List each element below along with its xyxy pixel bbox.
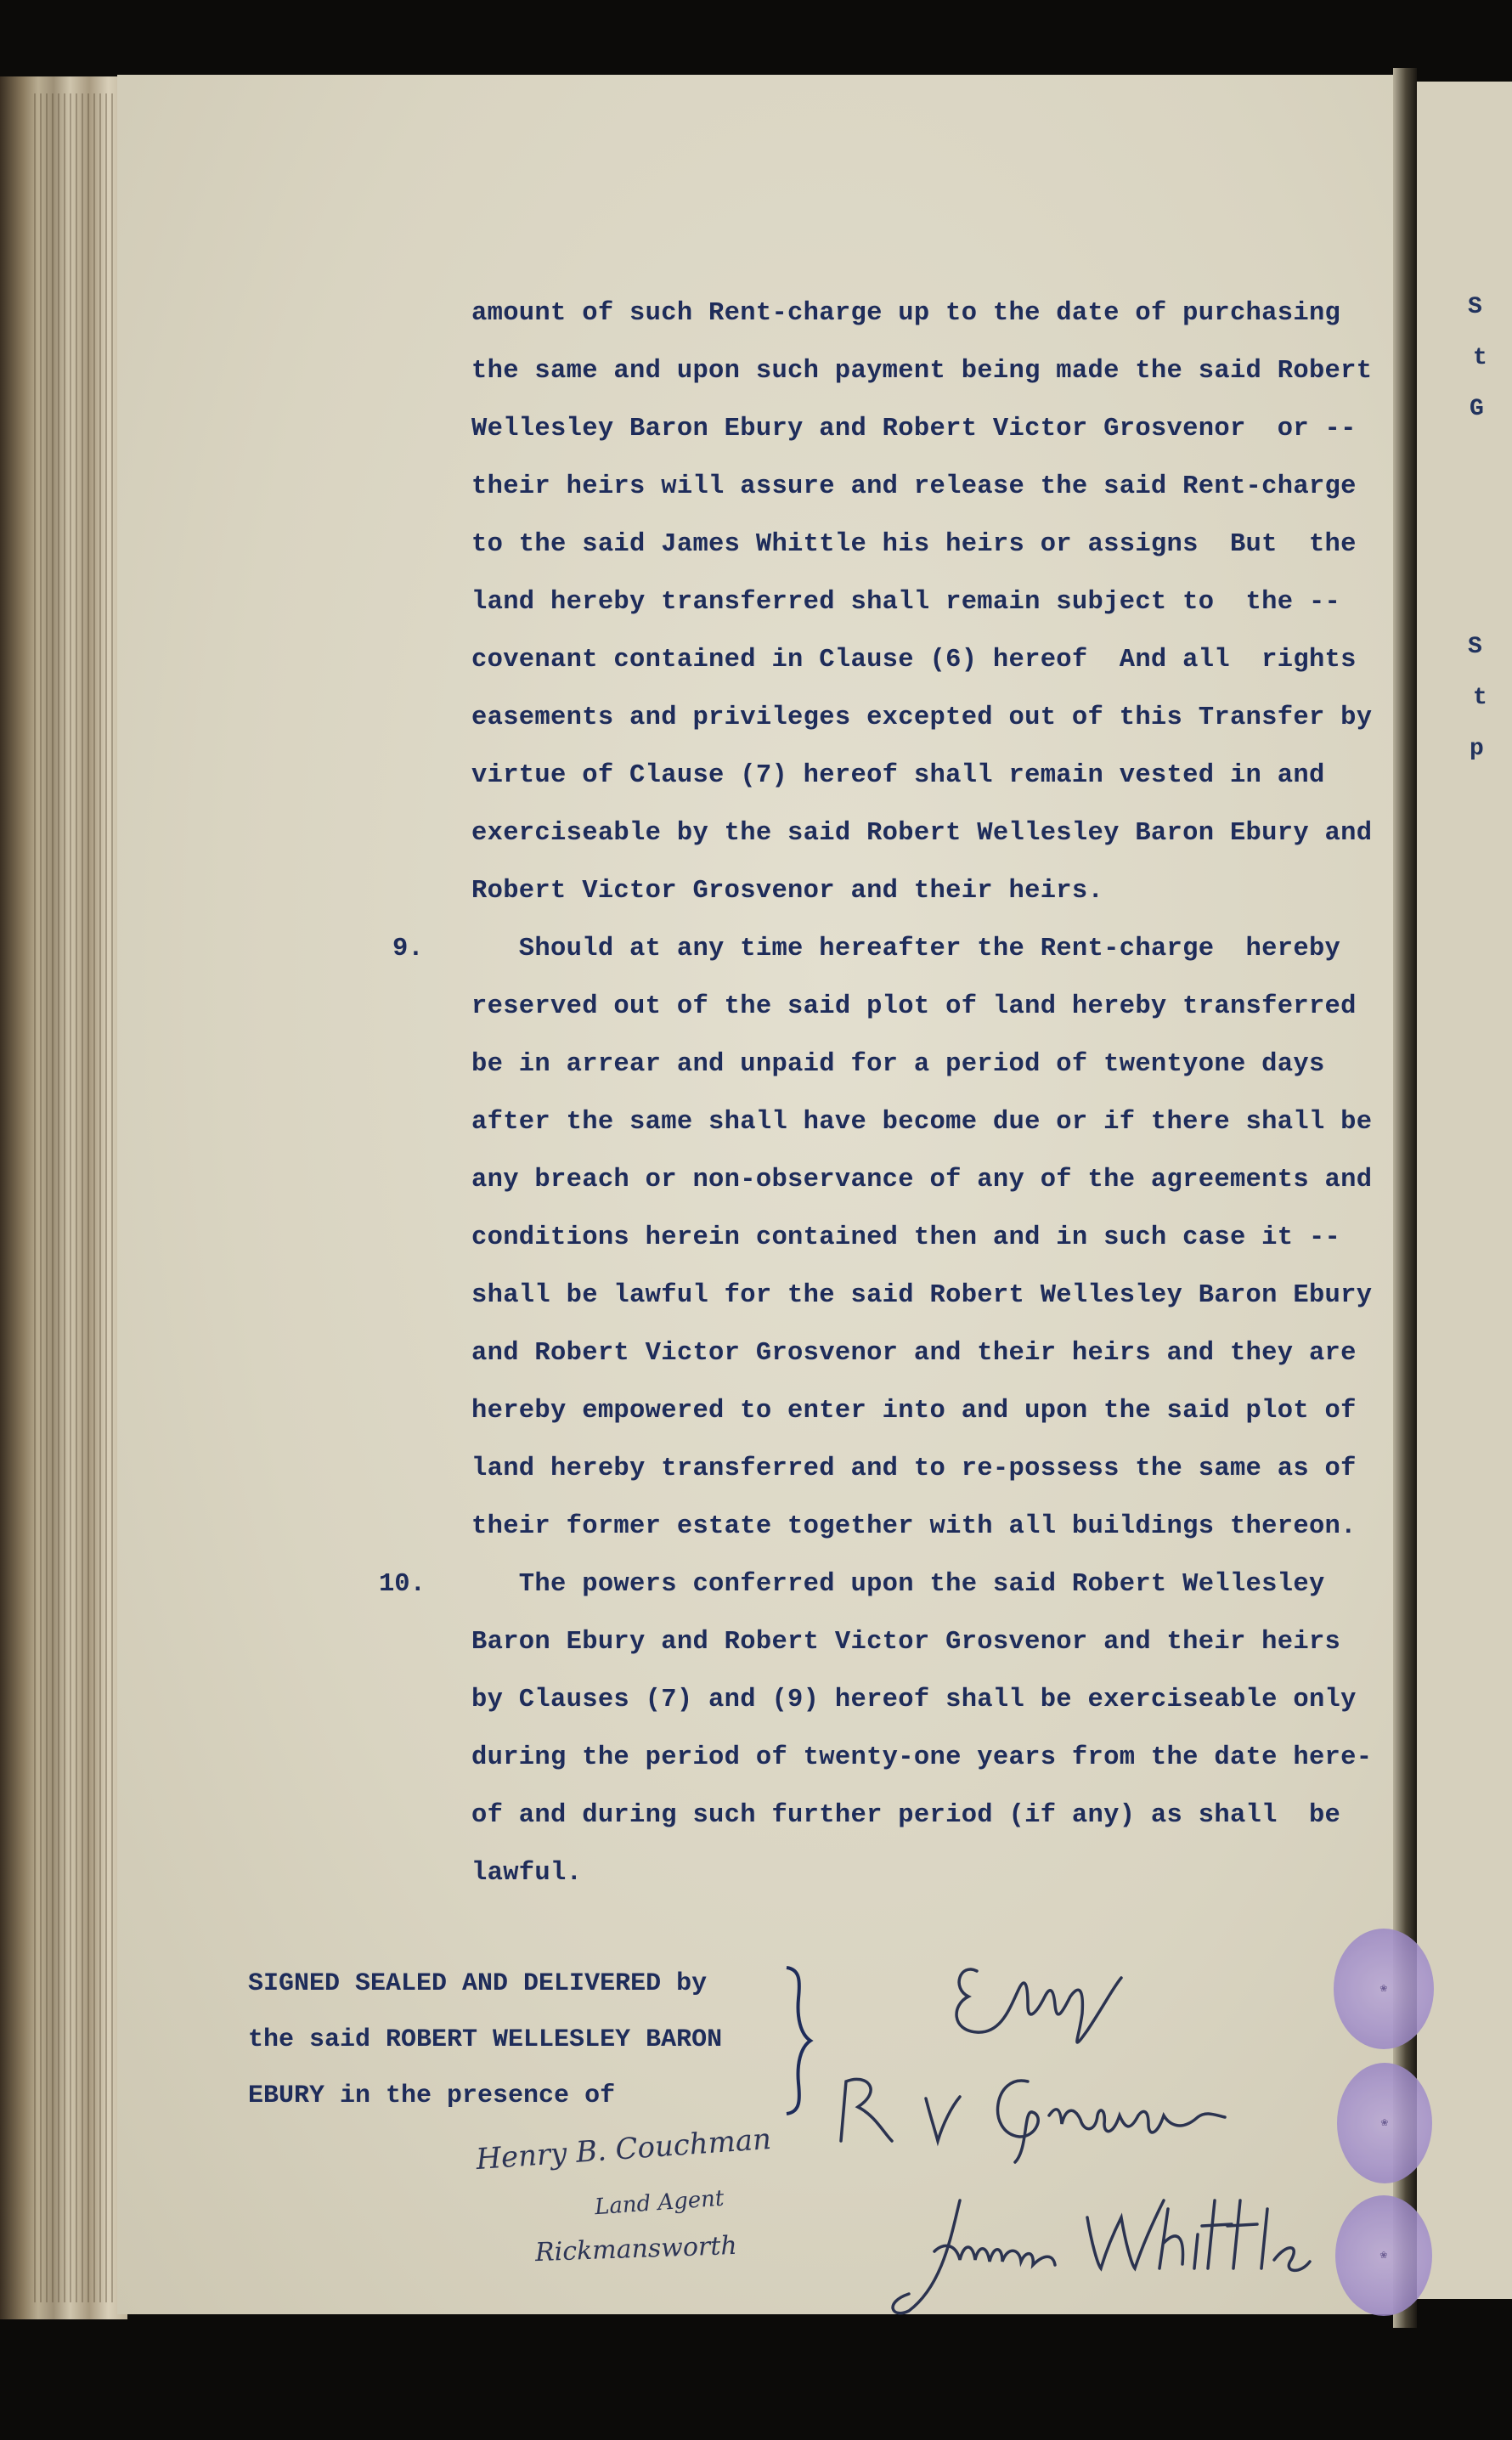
text-line: be in arrear and unpaid for a period of twentyone days (471, 1050, 1325, 1079)
text-line: to the said James Whittle his heirs or assigns But the (471, 530, 1357, 559)
text-line: The powers conferred upon the said Robert Wellesley (471, 1570, 1325, 1599)
text-line: and Robert Victor Grosvenor and their heirs and they are (471, 1339, 1357, 1368)
text-line: after the same shall have become due or if there shall be (471, 1108, 1373, 1137)
clause-number: 9. (392, 935, 424, 963)
witness-address: Rickmansworth (534, 2230, 738, 2268)
curly-brace-icon (781, 1964, 815, 2117)
text-line: virtue of Clause (7) hereof shall remain vested in and (471, 761, 1325, 790)
text-line: the same and upon such payment being made the said Robert (471, 357, 1373, 386)
text-line: Should at any time hereafter the Rent-charge hereby (471, 935, 1341, 963)
embossed-seal: ❀ (1334, 1929, 1434, 2049)
facing-page: S t G S t p (1417, 82, 1512, 2299)
book-page-edge-lines (34, 93, 123, 2302)
text-line: any breach or non-observance of any of the agreements and (471, 1166, 1373, 1195)
text-line: their heirs will assure and release the said Rent-charge (471, 472, 1357, 501)
text-line: easements and privileges excepted out of this Transfer by (471, 703, 1373, 732)
text-line: by Clauses (7) and (9) hereof shall be exerciseable only (471, 1686, 1357, 1714)
text-line: hereby empowered to enter into and upon the said plot of (471, 1397, 1357, 1426)
text-line: reserved out of the said plot of land hereby transferred (471, 992, 1357, 1021)
clause-number: 10. (379, 1570, 426, 1599)
signature-whittle-icon (875, 2183, 1317, 2328)
text-line: exerciseable by the said Robert Wellesley Baron Ebury and (471, 819, 1373, 848)
embossed-seal: ❀ (1337, 2063, 1432, 2183)
signature-grosvenor-icon (832, 2056, 1232, 2166)
text-line: lawful. (471, 1859, 583, 1888)
text-line: amount of such Rent-charge up to the date of purchasing (471, 299, 1341, 328)
text-line: Wellesley Baron Ebury and Robert Victor Grosvenor or -- (471, 415, 1357, 443)
attestation-line: EBURY in the presence of (248, 2081, 616, 2110)
signature-ebury-icon (943, 1937, 1147, 2056)
text-line: covenant contained in Clause (6) hereof And all rights (471, 646, 1357, 675)
text-line: Robert Victor Grosvenor and their heirs. (471, 877, 1104, 906)
witness-name: Henry B. Couchman (475, 2121, 773, 2177)
text-line: during the period of twenty-one years from the date here- (471, 1743, 1373, 1772)
text-line: land hereby transferred shall remain subject to the -- (471, 588, 1341, 617)
attestation-line: SIGNED SEALED AND DELIVERED by (248, 1969, 708, 1998)
text-line: shall be lawful for the said Robert Wellesley Baron Ebury (471, 1281, 1373, 1310)
embossed-seal: ❀ (1335, 2195, 1432, 2316)
witness-occupation: Land Agent (594, 2185, 725, 2221)
text-line: of and during such further period (if any) as shall be (471, 1801, 1341, 1830)
text-line: Baron Ebury and Robert Victor Grosvenor and their heirs (471, 1628, 1341, 1657)
attestation-line: the said ROBERT WELLESLEY BARON (248, 2025, 723, 2054)
text-line: conditions herein contained then and in such case it -- (471, 1223, 1341, 1252)
text-line: land hereby transferred and to re-possess the same as of (471, 1454, 1357, 1483)
text-line: their former estate together with all buildings thereon. (471, 1512, 1357, 1541)
